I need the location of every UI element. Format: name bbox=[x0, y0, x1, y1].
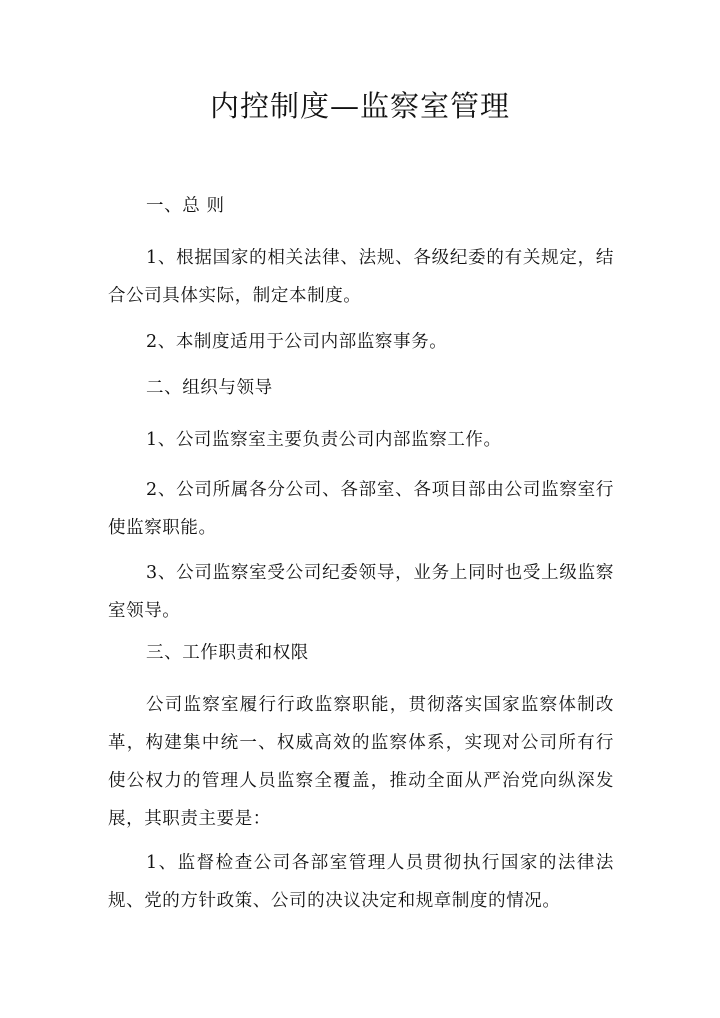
section-heading-general: 一、总 则 bbox=[146, 196, 225, 216]
paragraph-duties-intro: 公司监察室履行行政监察职能，贯彻落实国家监察体制改革，构建集中统一、权威高效的监察体系，实现对公司所有行使公权力的管理人员监察全覆盖，推动全面从严治党向纵深发展，其职责主要是： bbox=[108, 695, 614, 829]
paragraph-leadership: 3、公司监察室受公司纪委领导，业务上同时也受上级监察室领导。 bbox=[108, 563, 614, 621]
section-heading-organization: 二、组织与领导 bbox=[146, 378, 273, 398]
paragraph-supervision-units: 2、公司所属各分公司、各部室、各项目部由公司监察室行使监察职能。 bbox=[108, 480, 614, 538]
paragraph-duty-one: 1、监督检查公司各部室管理人员贯彻执行国家的法律法规、党的方针政策、公司的决议决定和规章制度的情况。 bbox=[108, 853, 614, 911]
paragraph-main-responsibility: 1、公司监察室主要负责公司内部监察工作。 bbox=[146, 430, 502, 450]
document-title: 内控制度—监察室管理 bbox=[209, 89, 510, 123]
paragraph-scope: 2、本制度适用于公司内部监察事务。 bbox=[146, 332, 448, 352]
paragraph-legal-basis: 1、根据国家的相关法律、法规、各级纪委的有关规定，结合公司具体实际，制定本制度。 bbox=[108, 248, 614, 306]
section-heading-duties: 三、工作职责和权限 bbox=[146, 643, 309, 663]
